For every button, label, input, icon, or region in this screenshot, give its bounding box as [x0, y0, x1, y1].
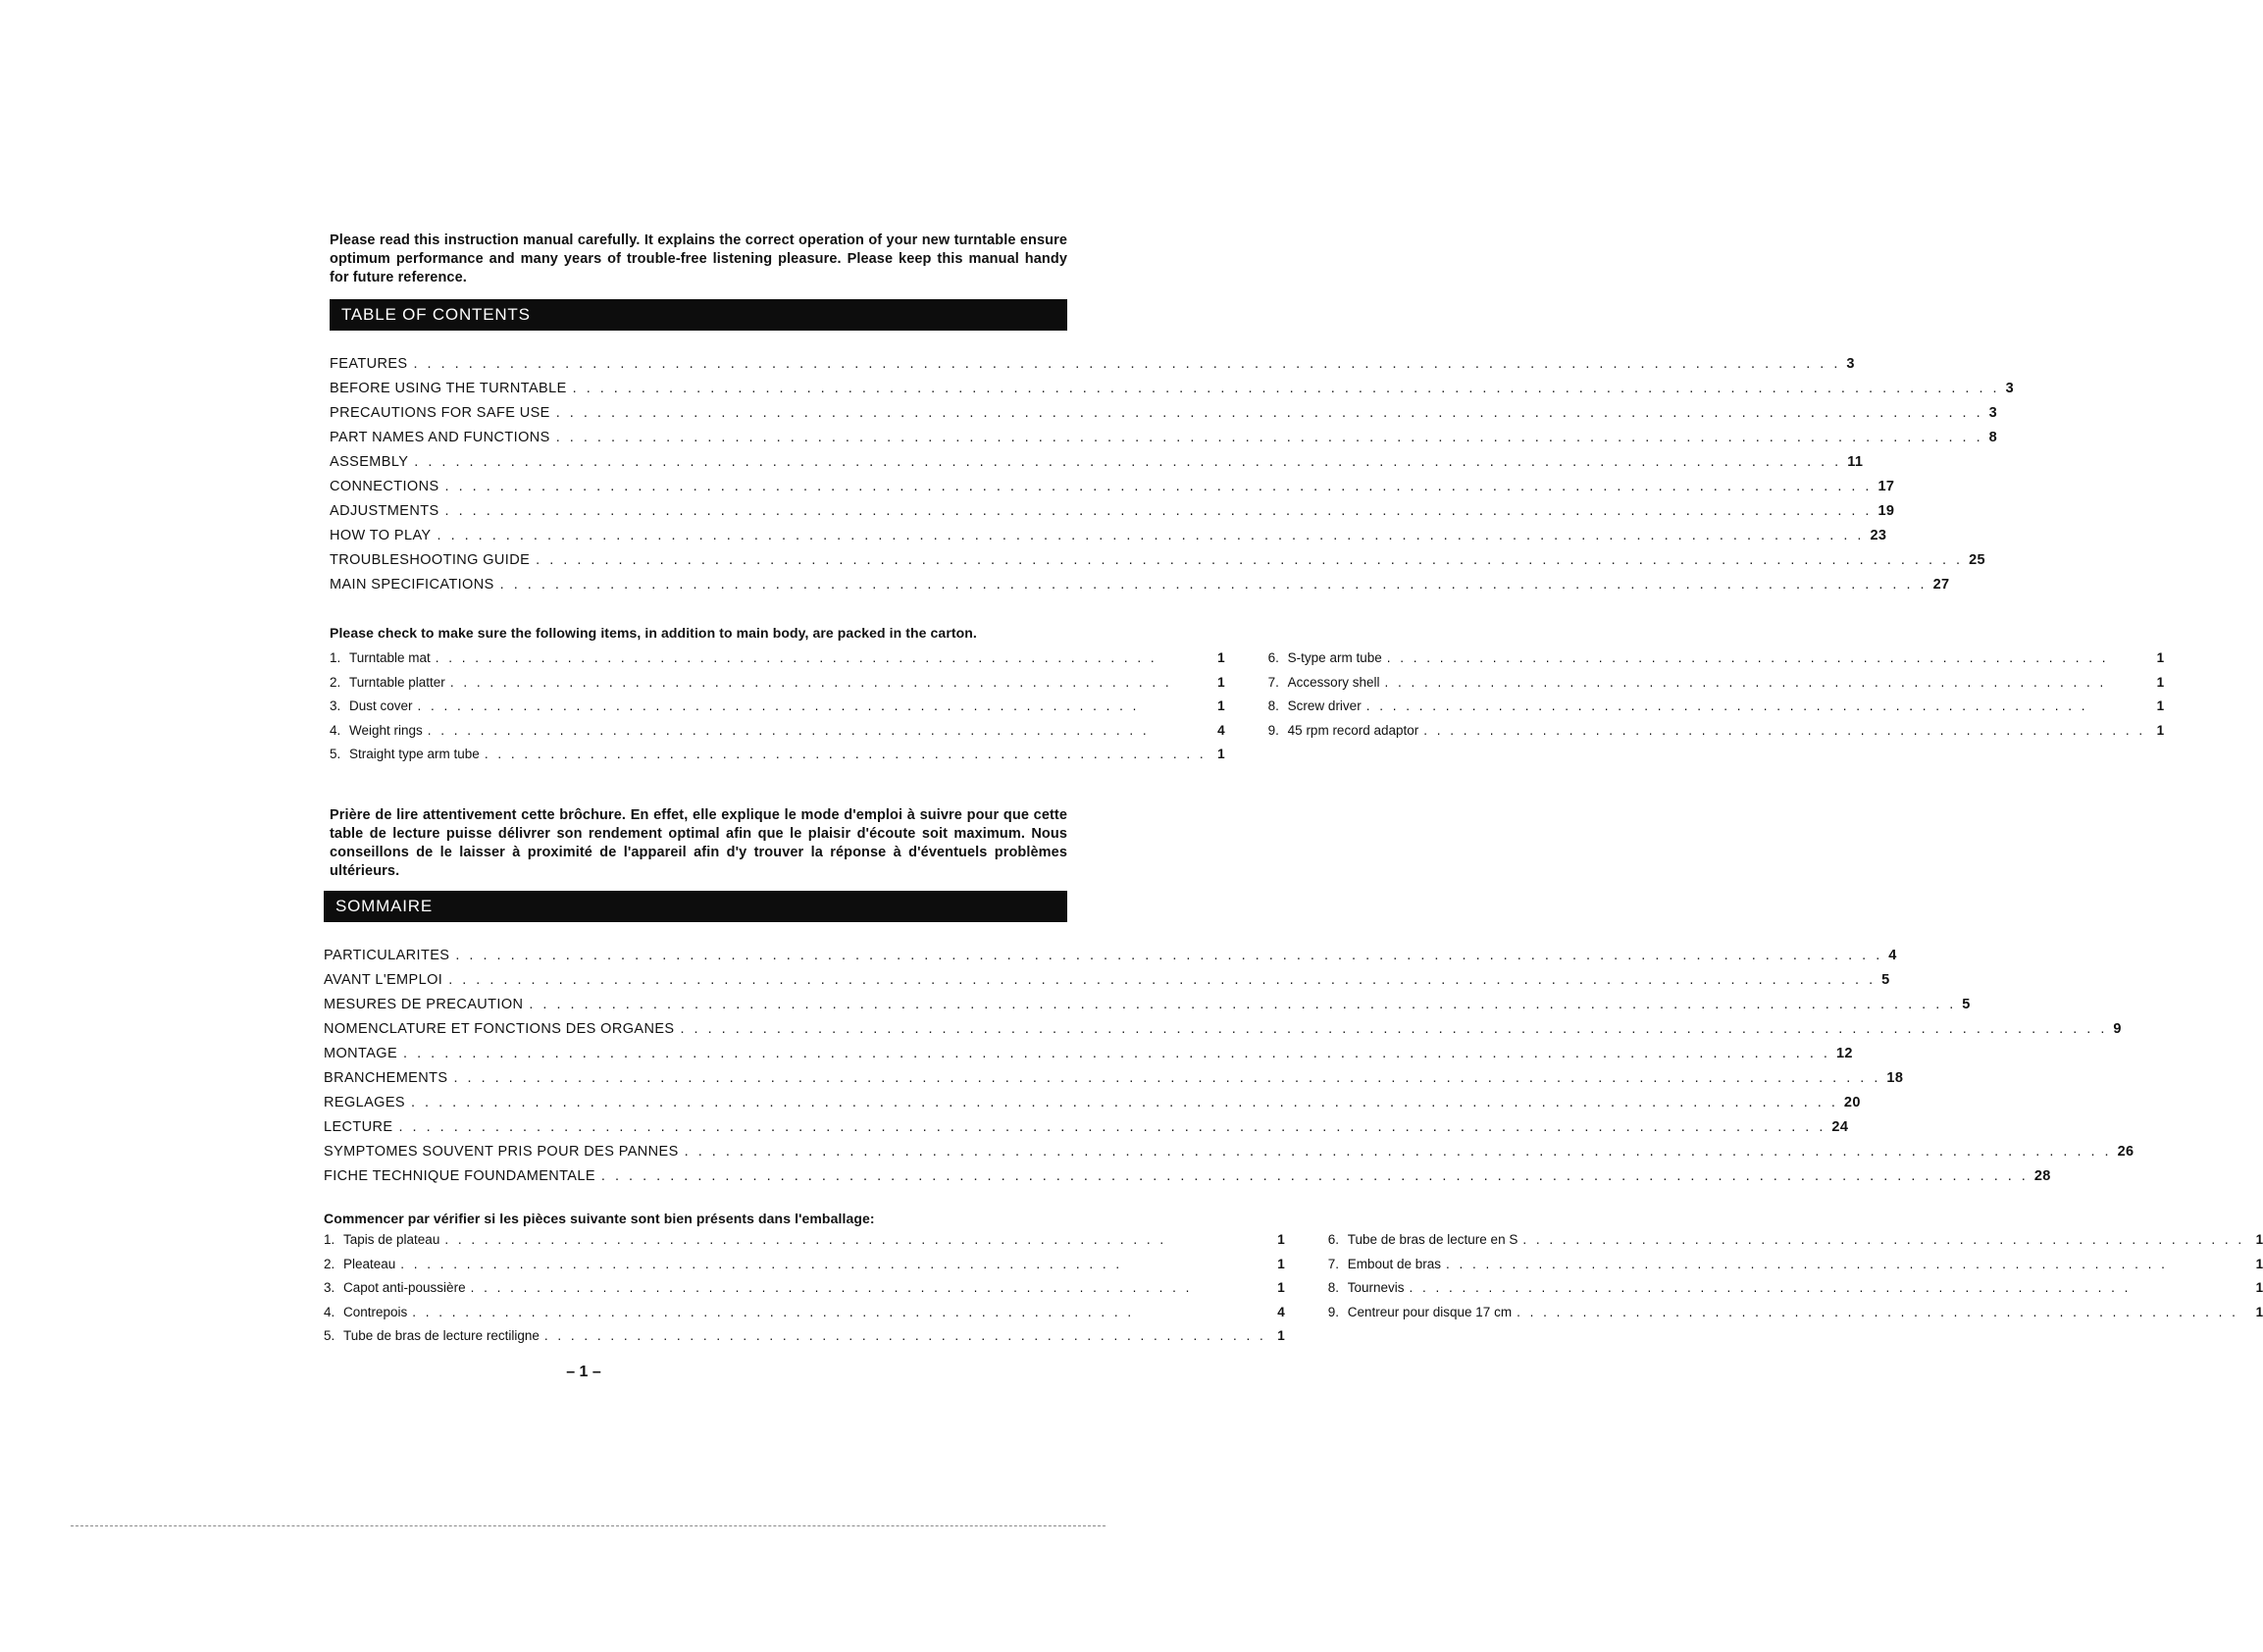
toc-entry: [330, 499, 1895, 524]
list-item: [324, 1228, 1285, 1253]
sommaire-heading: SOMMAIRE: [335, 897, 433, 915]
toc-entry: [330, 426, 1998, 450]
items-column-left: [324, 1228, 1285, 1349]
toc-entry: [324, 1115, 1849, 1140]
item-number: 2.: [330, 674, 341, 690]
dot-leader: [428, 719, 1207, 744]
page-number: – 1 –: [566, 1364, 601, 1380]
item-name: Screw driver: [1287, 698, 1362, 713]
item-name: Weight rings: [349, 722, 423, 738]
dot-leader: [529, 993, 1956, 1017]
toc-entry: [324, 1042, 1853, 1066]
item-quantity: 4: [1277, 1304, 1285, 1319]
toc-entry-page: 20: [1843, 1095, 1861, 1110]
item-name: Centreur pour disque 17 cm: [1347, 1304, 1513, 1319]
list-item: [330, 743, 1225, 767]
toc-entry-page: 4: [1888, 948, 1897, 963]
dot-leader: [601, 1164, 2029, 1189]
dot-leader: [411, 1091, 1838, 1115]
toc-entry-page: 17: [1877, 479, 1895, 494]
list-item: [324, 1301, 1285, 1325]
toc-entry: [330, 475, 1895, 499]
item-quantity: 1: [1277, 1328, 1285, 1343]
english-section: [330, 232, 2165, 767]
toc-entry: [324, 1140, 2134, 1164]
dot-leader: [398, 1115, 1826, 1140]
item-quantity: 1: [1277, 1256, 1285, 1271]
dot-leader: [680, 1017, 2107, 1042]
toc-entry-title: ASSEMBLY: [330, 454, 409, 470]
toc-entry-title: PRECAUTIONS FOR SAFE USE: [330, 405, 550, 421]
list-item: [324, 1276, 1285, 1301]
toc-entry-title: TROUBLESHOOTING GUIDE: [330, 552, 531, 568]
dot-leader: [685, 1140, 2112, 1164]
toc-entry-title: LECTURE: [324, 1119, 393, 1135]
toc-entry-page: 3: [2005, 381, 2015, 396]
item-number: 8.: [1327, 1280, 1339, 1295]
item-number: 4.: [330, 722, 341, 738]
toc-entry-title: HOW TO PLAY: [330, 528, 432, 543]
toc-entry-page: 28: [2033, 1168, 2051, 1184]
english-toc: [330, 352, 2015, 597]
list-item: [1328, 1228, 2263, 1253]
item-quantity: 1: [1217, 747, 1225, 761]
dot-leader: [455, 944, 1882, 968]
dot-leader: [414, 450, 1841, 475]
toc-entry-page: 5: [1962, 997, 1971, 1012]
item-name: Accessory shell: [1287, 674, 1380, 690]
item-number: 4.: [324, 1304, 335, 1319]
toc-entry-page: 19: [1877, 503, 1895, 519]
dot-leader: [453, 1066, 1880, 1091]
french-toc: [324, 944, 2134, 1189]
toc-entry-title: MESURES DE PRECAUTION: [324, 997, 524, 1012]
toc-entry-title: ADJUSTMENTS: [330, 503, 439, 519]
dot-leader: [1517, 1301, 2244, 1325]
dot-leader: [556, 426, 1983, 450]
french-intro: Prière de lire attentivement cette brôchure. En effet, elle explique le mode d'emploi à suivre pour que cette table de lecture puisse délivrer son rendement optimal afin que le plaisir d'écoute soit maximum. Nous conseillons de le laisser à proximité de l'appareil afin d'y trouver la réponse à d'éventuels problèmes ultérieurs.: [330, 807, 1067, 879]
toc-entry-title: AVANT L'EMPLOI: [324, 972, 443, 988]
item-quantity: 4: [1217, 722, 1225, 738]
item-number: 7.: [1327, 1256, 1339, 1271]
french-items: [324, 1228, 2263, 1349]
item-number: 6.: [1267, 650, 1279, 665]
english-items: [330, 646, 2165, 767]
item-quantity: 1: [2255, 1304, 2263, 1319]
toc-entry-page: 9: [2113, 1021, 2122, 1037]
toc-entry-title: FEATURES: [330, 356, 408, 372]
item-number: 1.: [330, 650, 341, 665]
dot-leader: [444, 1228, 1265, 1253]
toc-entry: [324, 944, 1897, 968]
toc-entry: [324, 1091, 1861, 1115]
dot-leader: [536, 548, 1963, 573]
list-item: [1268, 671, 2164, 696]
item-quantity: 1: [2255, 1232, 2263, 1247]
item-name: 45 rpm record adaptor: [1287, 722, 1419, 738]
item-name: Straight type arm tube: [349, 747, 480, 761]
dot-leader: [412, 1301, 1265, 1325]
list-item: [330, 719, 1225, 744]
toc-entry-page: 26: [2117, 1144, 2134, 1160]
dot-leader: [445, 475, 1873, 499]
toc-entry-page: 11: [1847, 454, 1864, 470]
list-item: [330, 671, 1225, 696]
item-number: 3.: [324, 1280, 335, 1295]
item-quantity: 1: [2156, 650, 2165, 665]
items-column-left: [330, 646, 1225, 767]
toc-entry: [330, 401, 1998, 426]
item-number: 6.: [1327, 1232, 1339, 1247]
items-column-right: [1268, 646, 2164, 767]
toc-entry-title: SYMPTOMES SOUVENT PRIS POUR DES PANNES: [324, 1144, 679, 1160]
item-name: Tapis de plateau: [343, 1232, 440, 1247]
item-quantity: 1: [2156, 698, 2165, 713]
toc-entry: [324, 968, 1890, 993]
item-quantity: 1: [1277, 1232, 1285, 1247]
dot-leader: [445, 499, 1873, 524]
item-number: 1.: [324, 1232, 335, 1247]
toc-heading-bar: [330, 299, 1067, 331]
list-item: [1328, 1301, 2263, 1325]
item-number: 3.: [330, 698, 341, 713]
item-name: Contrepois: [343, 1304, 408, 1319]
toc-entry-title: CONNECTIONS: [330, 479, 439, 494]
toc-entry: [330, 524, 1887, 548]
dot-leader: [573, 377, 2000, 401]
toc-entry-page: 27: [1932, 577, 1950, 593]
dot-leader: [1387, 646, 2145, 671]
dot-leader: [413, 352, 1840, 377]
item-name: Turntable platter: [349, 674, 445, 690]
item-quantity: 1: [1277, 1280, 1285, 1295]
toc-entry: [330, 548, 1986, 573]
french-section: [324, 806, 2263, 1349]
item-number: 5.: [330, 747, 341, 761]
item-number: 9.: [1267, 722, 1279, 738]
item-name: Capot anti-poussière: [343, 1280, 466, 1295]
item-number: 7.: [1267, 674, 1279, 690]
item-name: S-type arm tube: [1287, 650, 1382, 665]
toc-heading: TABLE OF CONTENTS: [341, 305, 531, 324]
dot-leader: [500, 573, 1928, 597]
dot-leader: [1446, 1253, 2244, 1277]
item-quantity: 1: [1217, 650, 1225, 665]
dot-leader: [437, 524, 1865, 548]
toc-entry: [324, 993, 1971, 1017]
bottom-dashed-divider: [71, 1525, 1106, 1526]
dot-leader: [1410, 1276, 2245, 1301]
toc-entry-page: 8: [1988, 430, 1998, 445]
list-item: [1268, 719, 2164, 744]
item-name: Tournevis: [1347, 1280, 1405, 1295]
toc-entry-title: PARTICULARITES: [324, 948, 450, 963]
dot-leader: [448, 968, 1876, 993]
toc-entry-page: 3: [1988, 405, 1998, 421]
item-name: Turntable mat: [349, 650, 431, 665]
toc-entry-title: REGLAGES: [324, 1095, 405, 1110]
english-intro: Please read this instruction manual carefully. It explains the correct operation of your new turntable ensure optimum performance and many years of trouble-free listening pleasure. Please keep this manual handy for future reference.: [330, 232, 1067, 285]
item-quantity: 1: [1217, 698, 1225, 713]
toc-entry-page: 24: [1831, 1119, 1849, 1135]
item-name: Pleateau: [343, 1256, 396, 1271]
dot-leader: [471, 1276, 1266, 1301]
dot-leader: [544, 1324, 1266, 1349]
english-check-heading: Please check to make sure the following items, in addition to main body, are packed in the carton.: [330, 625, 977, 641]
sommaire-heading-bar: [324, 891, 1067, 922]
toc-entry: [330, 573, 1950, 597]
toc-entry-page: 18: [1886, 1070, 1904, 1086]
item-quantity: 1: [2255, 1256, 2263, 1271]
toc-entry-title: BRANCHEMENTS: [324, 1070, 448, 1086]
dot-leader: [403, 1042, 1830, 1066]
dot-leader: [1366, 695, 2145, 719]
toc-entry: [324, 1164, 2051, 1189]
list-item: [324, 1324, 1285, 1349]
item-quantity: 1: [2156, 674, 2165, 690]
list-item: [330, 695, 1225, 719]
french-check-heading: Commencer par vérifier si les pièces suivante sont bien présents dans l'emballage:: [324, 1211, 875, 1226]
dot-leader: [400, 1253, 1265, 1277]
list-item: [1328, 1253, 2263, 1277]
item-number: 2.: [324, 1256, 335, 1271]
toc-entry-title: MONTAGE: [324, 1046, 398, 1061]
item-number: 8.: [1267, 698, 1279, 713]
item-number: 5.: [324, 1328, 335, 1343]
dot-leader: [556, 401, 1983, 426]
toc-entry: [324, 1066, 1904, 1091]
item-name: Tube de bras de lecture rectiligne: [343, 1328, 540, 1343]
item-quantity: 1: [2156, 722, 2165, 738]
item-quantity: 1: [2255, 1280, 2263, 1295]
toc-entry-title: BEFORE USING THE TURNTABLE: [330, 381, 567, 396]
toc-entry-page: 25: [1969, 552, 1986, 568]
toc-entry: [330, 377, 2015, 401]
toc-entry-page: 23: [1870, 528, 1887, 543]
toc-entry-page: 3: [1846, 356, 1855, 372]
toc-entry-title: MAIN SPECIFICATIONS: [330, 577, 494, 593]
toc-entry: [330, 450, 1864, 475]
list-item: [1268, 646, 2164, 671]
list-item: [324, 1253, 1285, 1277]
toc-entry: [330, 352, 1855, 377]
dot-leader: [436, 646, 1207, 671]
dot-leader: [1423, 719, 2145, 744]
dot-leader: [450, 671, 1207, 696]
toc-entry-title: NOMENCLATURE ET FONCTIONS DES ORGANES: [324, 1021, 675, 1037]
toc-entry-title: PART NAMES AND FUNCTIONS: [330, 430, 550, 445]
toc-entry-page: 5: [1881, 972, 1890, 988]
dot-leader: [1522, 1228, 2244, 1253]
item-quantity: 1: [1217, 674, 1225, 690]
list-item: [330, 646, 1225, 671]
dot-leader: [485, 743, 1207, 767]
toc-entry-title: FICHE TECHNIQUE FOUNDAMENTALE: [324, 1168, 595, 1184]
item-name: Tube de bras de lecture en S: [1347, 1232, 1518, 1247]
item-name: Embout de bras: [1347, 1256, 1442, 1271]
item-name: Dust cover: [349, 698, 413, 713]
toc-entry-page: 12: [1835, 1046, 1853, 1061]
toc-entry: [324, 1017, 2122, 1042]
item-number: 9.: [1327, 1304, 1339, 1319]
list-item: [1328, 1276, 2263, 1301]
dot-leader: [1384, 671, 2145, 696]
dot-leader: [418, 695, 1207, 719]
items-column-right: [1328, 1228, 2263, 1349]
list-item: [1268, 695, 2164, 719]
